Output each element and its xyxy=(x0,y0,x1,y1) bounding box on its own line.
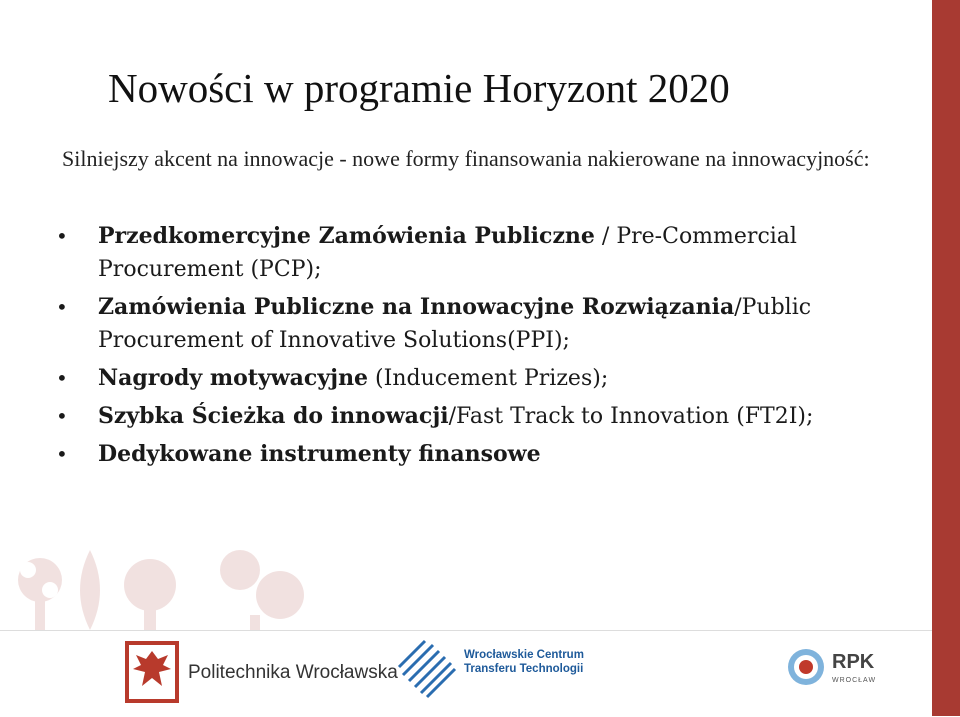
rpk-target-logo-icon xyxy=(786,647,826,687)
bullet-dot-icon: • xyxy=(56,295,68,319)
right-accent-bar xyxy=(932,0,960,716)
bullet-dot-icon: • xyxy=(56,442,68,466)
bullet-bold: Dedykowane instrumenty finansowe xyxy=(98,441,541,467)
bullet-dot-icon: • xyxy=(56,404,68,428)
pwr-eagle-logo-icon xyxy=(125,641,179,703)
intro-text: Silniejszy akcent na innowacje - nowe formy finansowania nakierowane na innowacyjność: xyxy=(62,146,870,171)
rpk-name: RPK xyxy=(832,651,875,673)
rpk-city: WROCŁAW xyxy=(832,677,877,684)
wctt-line1: Wrocławskie Centrum xyxy=(464,649,584,661)
bullet-rest: / Pre-Commercial Procurement (PCP); xyxy=(98,224,797,282)
wctt-logo-icon xyxy=(395,637,457,701)
wctt-line2: Transferu Technologii xyxy=(464,663,584,675)
bullet-item xyxy=(56,438,916,471)
bullet-rest: (Inducement Prizes); xyxy=(368,366,609,391)
pwr-name: Politechnika Wrocławska xyxy=(188,662,398,683)
bullet-item xyxy=(56,291,916,357)
bullet-rest: /Fast Track to Innovation (FT2I); xyxy=(448,404,814,429)
bullet-bold: Nagrody motywacyjne xyxy=(98,365,369,391)
footer-logo-bar xyxy=(0,630,932,717)
bullet-dot-icon: • xyxy=(56,224,68,248)
bullet-bold: Szybka Ścieżka do innowacji xyxy=(98,403,449,429)
bullet-item xyxy=(56,362,916,395)
bullet-dot-icon: • xyxy=(56,366,68,390)
bullet-rest: /Public Procurement of Innovative Solutions(PPI); xyxy=(98,295,812,353)
bullet-item xyxy=(56,220,916,286)
bullet-bold: Przedkomercyjne Zamówienia Publiczne xyxy=(98,223,595,249)
wctt-name xyxy=(464,648,584,676)
slide-title: Nowości w programie Horyzont 2020 xyxy=(108,65,730,111)
bullet-item xyxy=(56,400,916,433)
bullet-list xyxy=(56,220,916,476)
bullet-bold: Zamówienia Publiczne na Innowacyjne Rozwiązania xyxy=(98,294,735,320)
